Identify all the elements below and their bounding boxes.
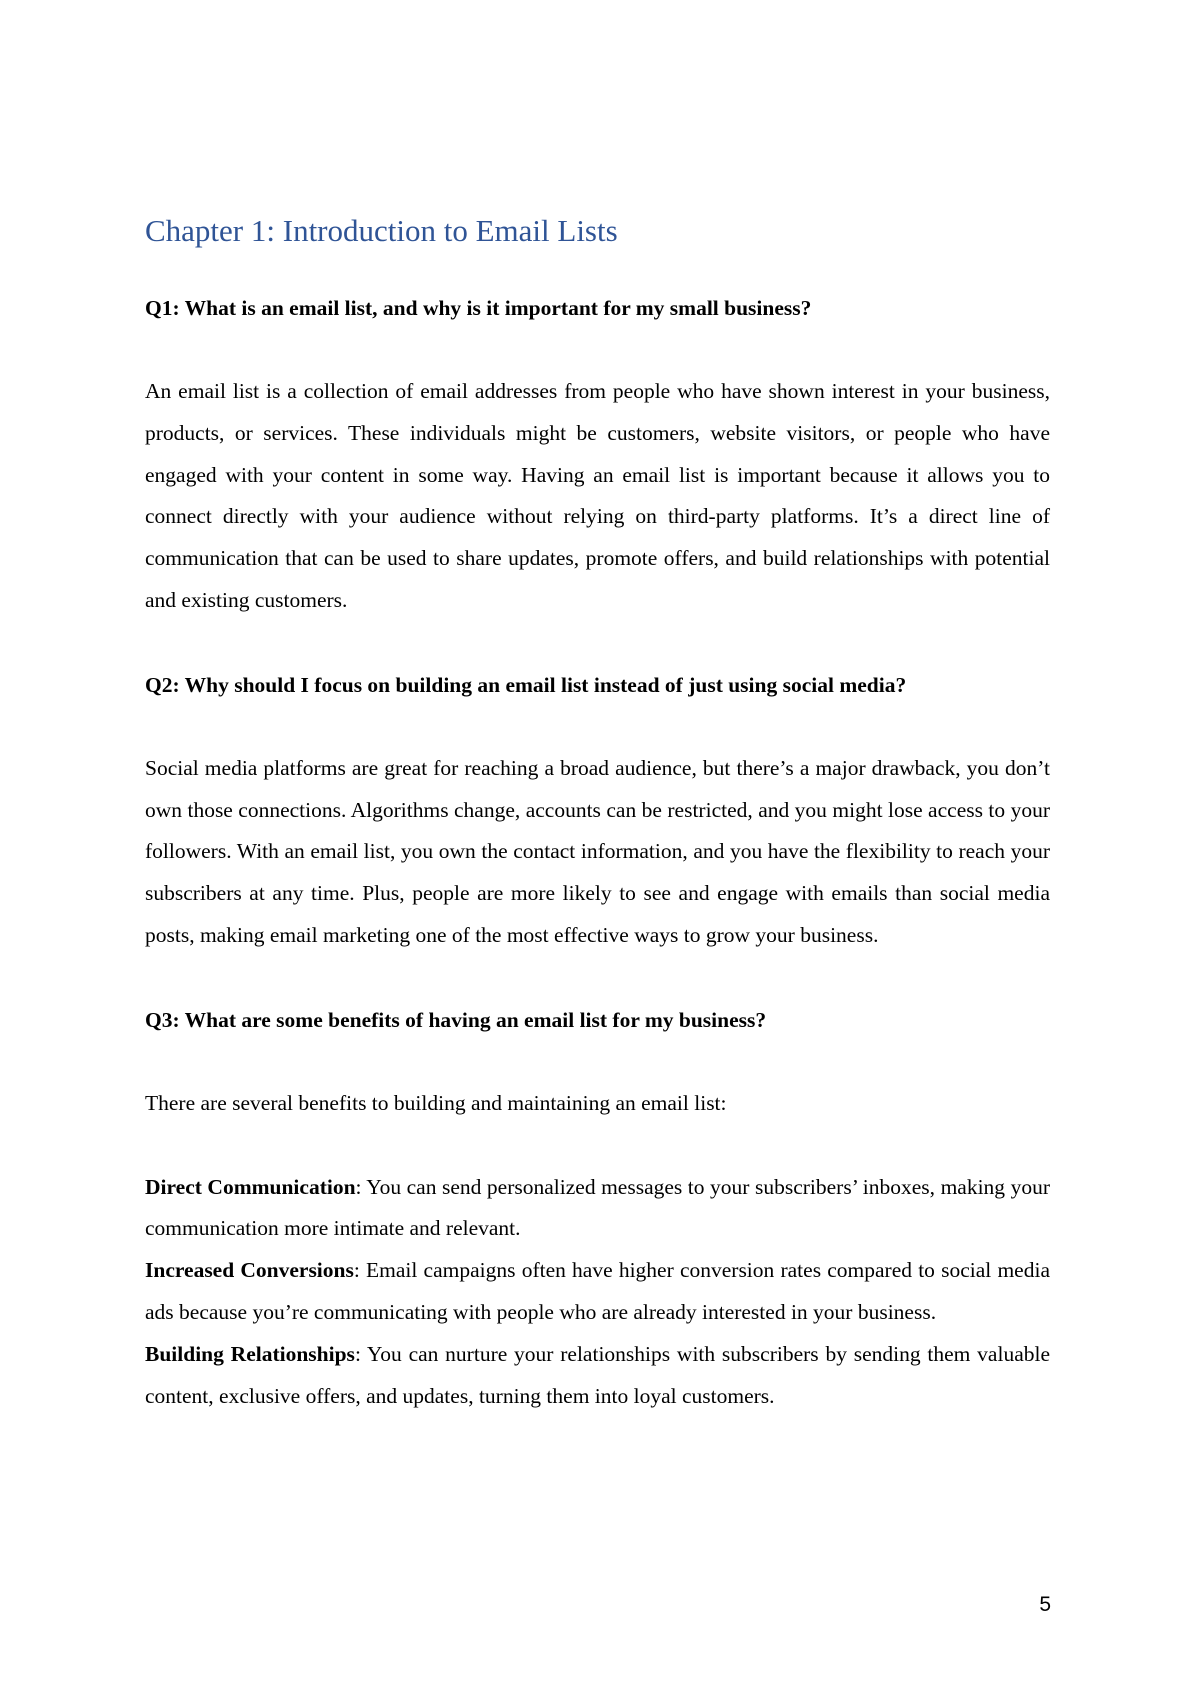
answer-2: Social media platforms are great for reaching a broad audience, but there’s a major drawback, you don’t own those connections. Algorithms change, accounts can be restricted, and you might lose access to your followers. With an email list, you own the contact information, and you have the flexibility to reach your subscribers at any time. Plus, people are more likely to see and engage with emails than social media posts, making email marketing one of the most effective ways to grow your business. [145,755,1050,947]
question-2: Q2: Why should I focus on building an email list instead of just using social media? [145,672,907,697]
benefit-text: : Email campaigns often have higher conversion rates compared to social media ads because you’re communicating with people who are already interested in your business. [145,1258,1050,1324]
benefit-term: Increased Conversions [145,1258,354,1283]
answer-1: An email list is a collection of email addresses from people who have shown interest in your business, products, or services. These individuals might be customers, website visitors, or people who have engaged with your content in some way. Having an email list is important because it allows you to connect directly with your audience without relying on third-party platforms. It’s a direct line of communication that can be used to share updates, promote offers, and build relationships with potential and existing customers. [145,379,1050,612]
benefit-text: : You can send personalized messages to your subscribers’ inboxes, making your communication more intimate and relevant. [145,1174,1050,1241]
question-1: Q1: What is an email list, and why is it important for my small business? [145,296,812,320]
benefit-text: : You can nurture your relationships with subscribers by sending them valuable content, exclusive offers, and updates, turning them into loyal customers. [145,1341,1051,1408]
benefit-item [145,1167,1050,1251]
benefit-item [145,1250,1050,1334]
question-3: Q3: What are some benefits of having an email list for my business? [145,1007,767,1032]
page-number: 5 [1039,1593,1051,1616]
benefit-item [145,1334,1050,1418]
chapter-title: Chapter 1: Introduction to Email Lists [145,213,618,248]
answer-3-intro: There are several benefits to building and maintaining an email list: [145,1090,727,1115]
page-content [145,205,1050,1417]
benefit-term: Direct Communication [145,1174,356,1199]
benefit-term: Building Relationships [145,1341,355,1366]
